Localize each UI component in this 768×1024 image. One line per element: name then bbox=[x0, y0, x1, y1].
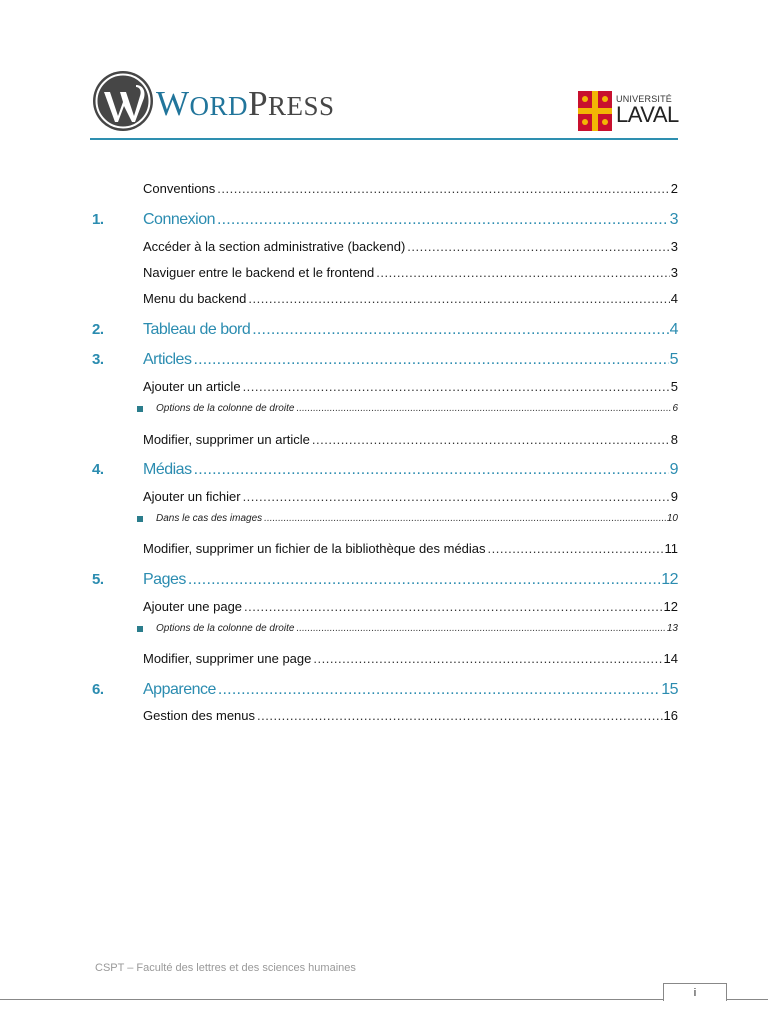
toc-entry[interactable] bbox=[92, 571, 678, 589]
toc-leader bbox=[313, 651, 662, 666]
toc-page: 5 bbox=[669, 351, 678, 368]
toc-leader bbox=[194, 461, 669, 479]
toc-section-number: 3. bbox=[92, 351, 104, 368]
toc-page: 11 bbox=[664, 541, 678, 556]
toc-leader bbox=[376, 265, 670, 280]
toc-leader bbox=[488, 541, 664, 556]
square-bullet-icon bbox=[137, 406, 143, 412]
laval-label: LAVAL bbox=[616, 102, 679, 127]
toc-page: 10 bbox=[666, 513, 678, 524]
toc-title: Accéder à la section administrative (backend) bbox=[143, 239, 406, 254]
wordpress-logo-icon bbox=[92, 70, 154, 132]
toc-entry[interactable] bbox=[143, 651, 678, 666]
wordpress-wordmark: WORDPRESS bbox=[156, 84, 335, 123]
toc-leader bbox=[244, 599, 663, 614]
toc-title: Pages bbox=[143, 571, 186, 588]
toc-entry[interactable] bbox=[143, 489, 678, 504]
toc-title: Dans le cas des images bbox=[156, 513, 263, 524]
toc-page: 2 bbox=[670, 181, 678, 196]
toc-leader bbox=[217, 181, 669, 196]
toc-page: 12 bbox=[663, 599, 678, 614]
toc-page: 9 bbox=[669, 461, 678, 478]
toc-title: Modifier, supprimer un article bbox=[143, 432, 310, 447]
toc-section-number: 4. bbox=[92, 461, 104, 478]
toc-page: 15 bbox=[661, 681, 678, 698]
toc-leader bbox=[248, 291, 669, 306]
toc-leader bbox=[312, 432, 670, 447]
page-number: i bbox=[663, 983, 727, 1001]
toc-page: 5 bbox=[670, 379, 678, 394]
toc-entry[interactable] bbox=[92, 321, 678, 339]
footer-text: CSPT – Faculté des lettres et des sciences humaines bbox=[95, 962, 356, 974]
toc-title: Ajouter un fichier bbox=[143, 489, 241, 504]
toc-entry[interactable] bbox=[92, 681, 678, 699]
toc-entry[interactable] bbox=[156, 403, 678, 414]
toc-page: 3 bbox=[670, 265, 678, 280]
toc-page: 4 bbox=[669, 321, 678, 338]
toc-entry[interactable] bbox=[143, 432, 678, 447]
toc-page: 16 bbox=[663, 708, 678, 723]
toc-section-number: 6. bbox=[92, 681, 104, 698]
toc-page: 4 bbox=[670, 291, 678, 306]
toc-title: Ajouter une page bbox=[143, 599, 243, 614]
toc-leader bbox=[252, 321, 668, 339]
laval-shield-icon bbox=[578, 91, 612, 131]
toc-entry[interactable] bbox=[156, 623, 678, 634]
toc-leader bbox=[407, 239, 669, 254]
toc-leader bbox=[188, 571, 660, 589]
toc-leader bbox=[193, 351, 668, 369]
toc-leader bbox=[257, 708, 663, 723]
universite-label: UNIVERSITÉ bbox=[616, 94, 673, 104]
toc-page: 9 bbox=[670, 489, 678, 504]
toc-title: Menu du backend bbox=[143, 291, 247, 306]
toc-title: Options de la colonne de droite bbox=[156, 403, 295, 414]
toc-entry[interactable] bbox=[156, 513, 678, 524]
toc-leader bbox=[243, 489, 670, 504]
toc-page: 3 bbox=[669, 211, 678, 228]
toc-title: Connexion bbox=[143, 211, 215, 228]
toc-page: 8 bbox=[670, 432, 678, 447]
toc-title: Tableau de bord bbox=[143, 321, 251, 338]
toc-title: Conventions bbox=[143, 181, 216, 196]
toc-title: Apparence bbox=[143, 681, 216, 698]
toc-page: 14 bbox=[663, 651, 678, 666]
toc-leader bbox=[243, 379, 670, 394]
header-divider bbox=[90, 138, 678, 140]
toc-title: Modifier, supprimer un fichier de la bibliothèque des médias bbox=[143, 541, 486, 556]
toc-leader bbox=[218, 681, 660, 699]
toc-title: Naviguer entre le backend et le frontend bbox=[143, 265, 375, 280]
toc-title: Articles bbox=[143, 351, 192, 368]
toc-entry[interactable] bbox=[143, 599, 678, 614]
toc-title: Ajouter un article bbox=[143, 379, 241, 394]
toc-entry[interactable] bbox=[143, 541, 678, 556]
toc-title: Options de la colonne de droite bbox=[156, 623, 295, 634]
toc-title: Gestion des menus bbox=[143, 708, 256, 723]
toc-title: Médias bbox=[143, 461, 192, 478]
toc-entry[interactable] bbox=[143, 291, 678, 306]
toc-leader bbox=[264, 513, 666, 524]
toc-section-number: 1. bbox=[92, 211, 104, 228]
toc-page: 12 bbox=[661, 571, 678, 588]
toc-entry[interactable] bbox=[143, 265, 678, 280]
toc-section-number: 5. bbox=[92, 571, 104, 588]
universite-laval-logo bbox=[578, 91, 678, 135]
toc-leader bbox=[296, 623, 665, 634]
toc-section-number: 2. bbox=[92, 321, 104, 338]
toc-page: 6 bbox=[672, 403, 678, 414]
toc-title: Modifier, supprimer une page bbox=[143, 651, 312, 666]
toc-page: 3 bbox=[670, 239, 678, 254]
toc-entry[interactable] bbox=[92, 211, 678, 229]
toc-entry[interactable] bbox=[92, 461, 678, 479]
toc-leader bbox=[217, 211, 669, 229]
toc-leader bbox=[296, 403, 671, 414]
toc-entry[interactable] bbox=[143, 239, 678, 254]
footer-divider bbox=[0, 999, 768, 1000]
toc-entry[interactable] bbox=[143, 708, 678, 723]
toc-page: 13 bbox=[666, 623, 678, 634]
toc-entry[interactable] bbox=[92, 351, 678, 369]
page-header bbox=[90, 70, 678, 140]
square-bullet-icon bbox=[137, 626, 143, 632]
square-bullet-icon bbox=[137, 516, 143, 522]
toc-entry[interactable] bbox=[143, 181, 678, 196]
toc-entry[interactable] bbox=[143, 379, 678, 394]
